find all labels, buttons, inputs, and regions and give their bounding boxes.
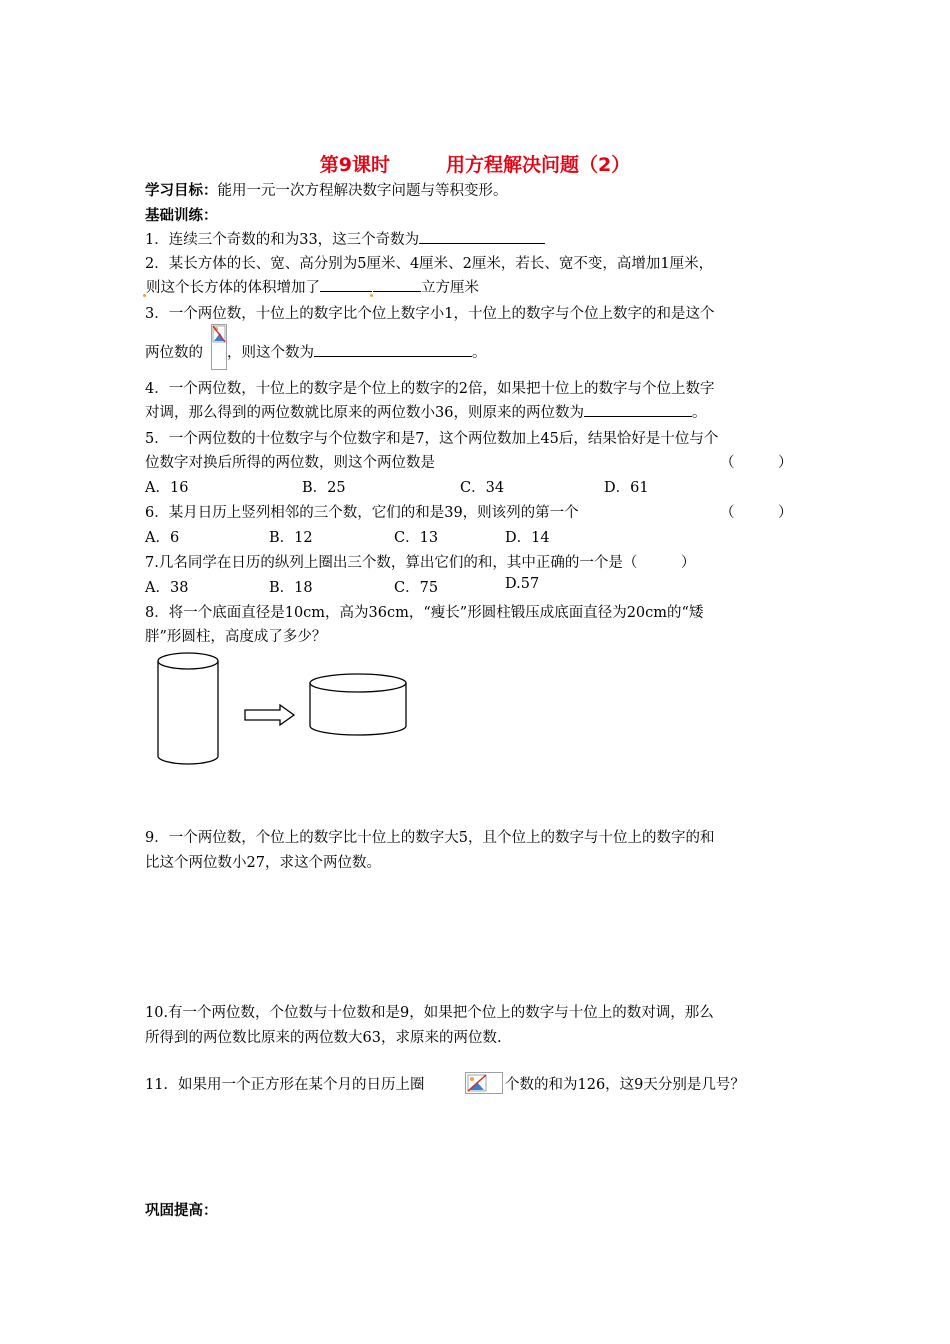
question-3-text-2: ，则这个数为 xyxy=(227,345,314,361)
answer-blank[interactable] xyxy=(320,277,372,292)
question-2-unit: 立方厘米 xyxy=(421,280,479,296)
question-8-line-2: 胖”形圆柱，高度成了多少？ xyxy=(145,629,327,645)
q5-option-d[interactable]: D．61 xyxy=(604,480,649,496)
cylinder-diagram xyxy=(150,648,430,773)
consolidate-heading: 巩固提高： xyxy=(145,1203,218,1219)
q6-option-c[interactable]: C．13 xyxy=(394,530,439,546)
question-9-line-1: 9．一个两位数，个位上的数字比十位上的数字大5，且个位上的数字与十位上的数字的和 xyxy=(145,830,715,846)
question-1 xyxy=(145,228,545,249)
question-5-line-1: 5．一个两位数的十位数字与个位数字和是7，这个两位数加上45后，结果恰好是十位与个 xyxy=(145,431,719,447)
answer-blank[interactable] xyxy=(314,342,472,357)
question-2-line-2 xyxy=(145,276,479,297)
q7-option-c[interactable]: C．75 xyxy=(394,580,439,596)
question-2-text: 则这个长方体的体积增加了 xyxy=(146,280,320,296)
marker-dot xyxy=(370,294,373,297)
learning-goal xyxy=(145,179,508,200)
question-3-text: 两位数的 xyxy=(145,345,203,361)
q6-option-a[interactable]: A．6 xyxy=(145,530,180,546)
question-6: 6．某月日历上竖列相邻的三个数，它们的和是39，则该列的第一个 xyxy=(145,505,579,521)
q7-option-b[interactable]: B．18 xyxy=(269,580,313,596)
question-4-text: 对调，那么得到的两位数就比原来的两位数小36，则原来的两位数为 xyxy=(145,405,584,421)
q5-option-a[interactable]: A．16 xyxy=(145,480,189,496)
page-title xyxy=(0,150,950,177)
question-1-text: 1．连续三个奇数的和为33，这三个奇数为 xyxy=(145,232,420,248)
q5-option-b[interactable]: B．25 xyxy=(302,480,346,496)
answer-blank[interactable] xyxy=(584,402,692,417)
goal-text: 能用一元一次方程解决数字问题与等积变形。 xyxy=(217,183,508,199)
broken-image-icon xyxy=(465,1072,503,1094)
question-9-line-2: 比这个两位数小27，求这个两位数。 xyxy=(145,855,381,871)
question-2-line-1: 2．某长方体的长、宽、高分别为5厘米、4厘米、2厘米，若长、宽不变，高增加1厘米， xyxy=(145,256,714,272)
q5-option-c[interactable]: C．34 xyxy=(460,480,505,496)
q6-option-b[interactable]: B．12 xyxy=(269,530,313,546)
answer-blank[interactable] xyxy=(373,277,421,292)
question-11-text: 11．如果用一个正方形在某个月的日历上圈 xyxy=(145,1077,425,1093)
question-8-line-1: 8．将一个底面直径是10cm，高为36cm，“瘦长”形圆柱锻压成底面直径为20cm的“矮 xyxy=(145,605,704,621)
q7-option-d[interactable]: D.57 xyxy=(505,576,540,592)
question-7: 7.几名同学在日历的纵列上圈出三个数，算出它们的和，其中正确的一个是（ ） xyxy=(145,555,696,571)
title-lesson: 第9课时 xyxy=(319,154,390,176)
broken-image-icon xyxy=(211,324,227,370)
question-4-period: 。 xyxy=(691,405,707,421)
question-5-line-2: 位数字对换后所得的两位数，则这个两位数是 xyxy=(145,455,435,471)
question-3-line-1: 3．一个两位数，十位上的数字比个位上数字小1，十位上的数字与个位上数字的和是这个 xyxy=(145,306,715,322)
basic-training-heading: 基础训练： xyxy=(145,208,218,224)
question-4-line-1: 4．一个两位数，十位上的数字是个位上的数字的2倍，如果把十位上的数字与个位上数字 xyxy=(145,381,715,397)
answer-blank[interactable] xyxy=(419,229,545,244)
short-cylinder xyxy=(310,674,406,735)
tall-cylinder xyxy=(158,653,218,764)
question-10-line-2: 所得到的两位数比原来的两位数大63，求原来的两位数. xyxy=(145,1030,502,1046)
question-4-line-2 xyxy=(145,401,706,422)
q7-option-a[interactable]: A．38 xyxy=(145,580,189,596)
q6-option-d[interactable]: D．14 xyxy=(505,530,550,546)
question-3-period: 。 xyxy=(472,345,487,361)
question-10-line-1: 10.有一个两位数，个位数与十位数和是9，如果把个位上的数字与十位上的数对调，那么 xyxy=(145,1005,714,1021)
question-11-text-2: 个数的和为126，这9天分别是几号？ xyxy=(505,1077,745,1093)
question-6-answer-paren[interactable]: （ ） xyxy=(720,505,793,521)
goal-label: 学习目标： xyxy=(145,183,218,199)
right-arrow-icon xyxy=(245,705,294,725)
title-topic: 用方程解决问题（2） xyxy=(446,154,631,176)
question-5-answer-paren[interactable]: （ ） xyxy=(720,455,793,471)
question-3-tail xyxy=(227,341,487,362)
